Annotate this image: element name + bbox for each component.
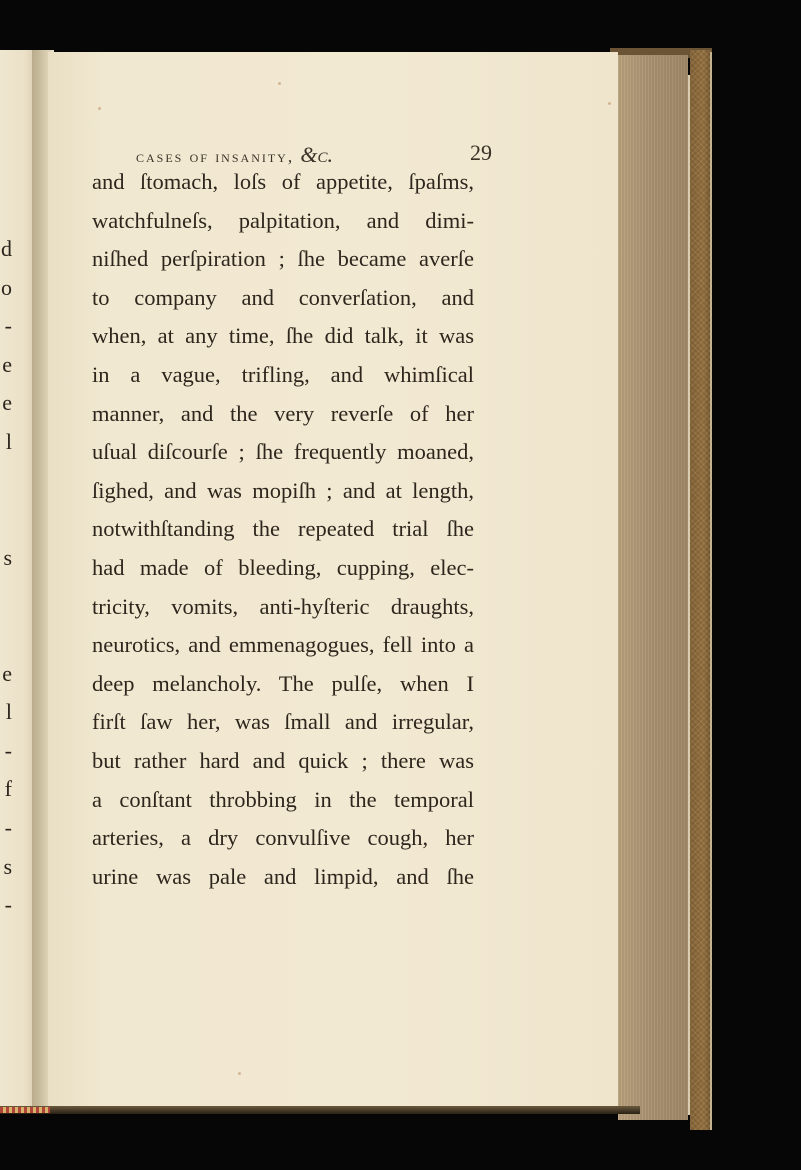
body-text <box>92 163 474 896</box>
previous-page-edge <box>0 50 36 1108</box>
text-line: had made of bleeding, cupping, elec- <box>92 554 474 580</box>
fragment: l <box>5 699 12 725</box>
text-line: neurotics, and emmenagogues, fell into a <box>92 632 474 658</box>
fragment: e <box>2 351 12 377</box>
page-block-fore-edge <box>618 55 688 1120</box>
text-line: niſhed perſpiration ; ſhe became averſe <box>92 246 474 272</box>
text-line: a conſtant throbbing in the temporal <box>92 786 474 812</box>
paper-speck <box>238 1072 241 1075</box>
fragment: f <box>4 776 12 802</box>
previous-page-text-fragments <box>0 230 12 925</box>
text-line: notwithſtanding the repeated trial ſhe <box>92 516 474 542</box>
fragment <box>0 577 12 616</box>
text-line: watchfulneſs, palpitation, and dimi- <box>92 207 474 233</box>
running-title-text: cases of insanity, <box>136 147 295 166</box>
fragment <box>0 500 12 539</box>
text-line: urine was pale and limpid, and ſhe <box>92 863 474 889</box>
fragment: o <box>1 274 12 300</box>
fragment: - <box>4 892 12 918</box>
text-line: in a vague, trifling, and whimſical <box>92 361 474 387</box>
fragment: l <box>5 428 12 454</box>
text-line: when, at any time, ſhe did talk, it was <box>92 323 474 349</box>
paper-speck <box>608 102 611 105</box>
cover-highlight <box>710 52 712 1130</box>
text-line: manner, and the very reverſe of her <box>92 400 474 426</box>
fragment: - <box>4 737 12 763</box>
text-line: deep melancholy. The pulſe, when I <box>92 670 474 696</box>
text-line: uſual diſcourſe ; ſhe frequently moaned, <box>92 439 474 465</box>
text-line: and ſtomach, loſs of appetite, ſpaſms, <box>92 169 474 194</box>
page-bottom-edge <box>0 1106 640 1114</box>
fragment <box>0 616 12 655</box>
fragment: s <box>3 544 12 570</box>
fragment: s <box>3 853 12 879</box>
text-line: but rather hard and quick ; there was <box>92 747 474 773</box>
page-number: 29 <box>470 140 492 165</box>
fragment: d <box>1 236 12 261</box>
paper-speck <box>98 107 101 110</box>
fragment: e <box>2 660 12 686</box>
book-cover-board <box>690 50 712 1130</box>
fragment: e <box>2 390 12 416</box>
text-line: arteries, a dry convulſive cough, her <box>92 825 474 851</box>
running-title-etc: &c. <box>300 142 333 167</box>
text-line: tricity, vomits, anti-hyſteric draughts, <box>92 593 474 619</box>
text-line: firſt ſaw her, was ſmall and irregular, <box>92 709 474 735</box>
fragment <box>0 462 12 501</box>
paper-speck <box>278 82 281 85</box>
fragment: - <box>4 814 12 840</box>
text-line: ſighed, and was mopiſh ; and at length, <box>92 477 474 503</box>
fragment: - <box>4 313 12 339</box>
headband <box>0 1107 50 1113</box>
text-line: to company and converſation, and <box>92 284 474 310</box>
